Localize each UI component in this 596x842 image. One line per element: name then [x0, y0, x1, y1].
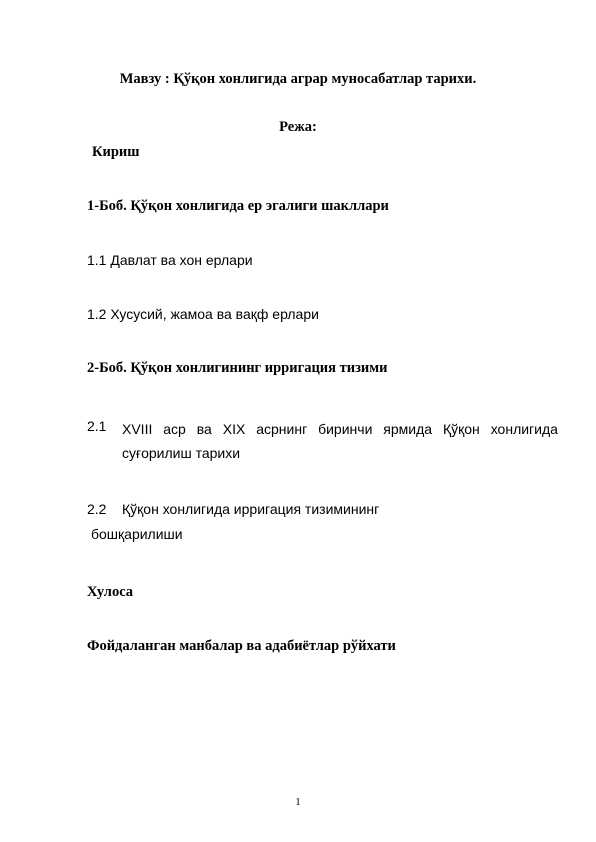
- section-2-1-word: аср: [163, 421, 186, 437]
- intro-heading: Кириш: [92, 144, 140, 160]
- section-2-1-word: хонлигида: [490, 421, 558, 437]
- plan-heading: Режа:: [279, 119, 317, 135]
- page-number: 1: [295, 796, 301, 808]
- section-1-2: 1.2 Хусусий, жамоа ва вақф ерлари: [87, 306, 319, 322]
- section-2-2-number: 2.2: [87, 501, 107, 517]
- section-2-1-word: ярмида: [383, 421, 433, 437]
- section-2-1-word: ва: [196, 421, 212, 437]
- section-2-1-line-1: [122, 417, 558, 437]
- chapter-1-heading: 1-Боб. Қўқон хонлигида ер эгалиги шакллари: [87, 198, 389, 214]
- section-1-1: 1.1 Давлат ва хон ерлари: [87, 252, 253, 268]
- section-2-1-number: 2.1: [87, 418, 107, 434]
- section-2-2-line-2: бошқарилиши: [91, 526, 183, 542]
- section-2-1-word: биринчи: [318, 421, 373, 437]
- section-2-1-word: Қўқон: [442, 421, 480, 437]
- section-2-1-word: XIX: [222, 421, 246, 437]
- section-2-1-word: асрнинг: [256, 421, 308, 437]
- chapter-2-heading: 2-Боб. Қўқон хонлигининг ирригация тизими: [87, 360, 388, 376]
- section-2-1-word: XVIII: [122, 421, 153, 437]
- section-2-1-line-2: суғорилиш тарихи: [122, 445, 241, 461]
- references-heading: Фойдаланган манбалар ва адабиётлар рўйхати: [87, 638, 396, 654]
- section-2-2-line-1: Қўқон хонлигида ирригация тизимининг: [122, 501, 380, 517]
- document-title: Мавзу : Қўқон хонлигида аграр муносабатлар тарихи.: [119, 71, 477, 87]
- section-2-1-text: [122, 417, 558, 465]
- conclusion-heading: Хулоса: [87, 584, 134, 600]
